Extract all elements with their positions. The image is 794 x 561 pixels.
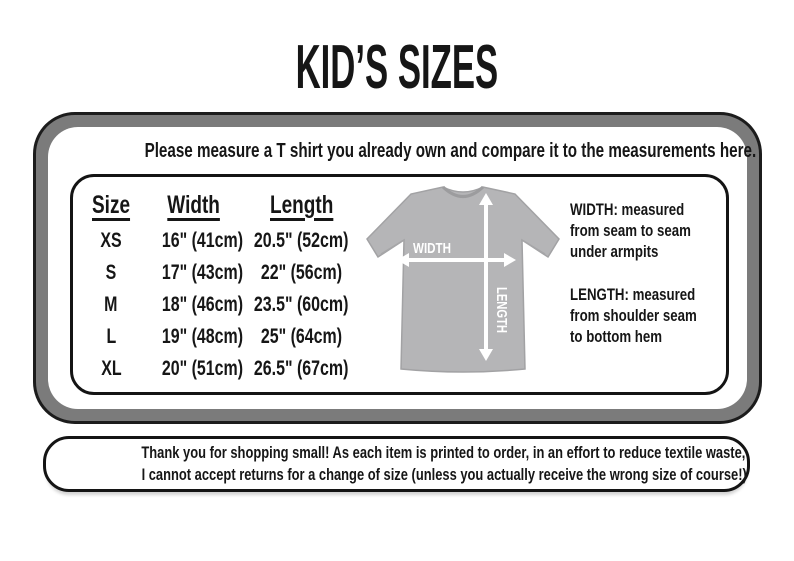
table-row: [73, 289, 365, 321]
tshirt-graphic: [363, 181, 563, 381]
tshirt-shape: [367, 187, 559, 372]
size-cell: M: [104, 293, 118, 316]
header-length: Length: [269, 190, 334, 219]
page-title: KID’S SIZES: [295, 33, 499, 102]
size-table-box: [70, 174, 729, 395]
width-note: WIDTH: measured from seam to seam under armpits: [570, 200, 691, 261]
tshirt-photo: [363, 181, 563, 381]
width-cell: 20" (51cm): [161, 357, 244, 380]
width-cell: 17" (43cm): [161, 261, 244, 284]
returns-policy-line-1: Thank you for shopping small! As each item is printed to order, in an effort to reduce textile waste,: [141, 443, 746, 462]
length-cell: 23.5" (60cm): [254, 293, 349, 316]
table-row: [73, 353, 365, 385]
length-cell: 25" (64cm): [260, 325, 343, 348]
measure-instruction: Please measure a T shirt you already own and compare it to the measurements here.: [144, 140, 757, 162]
table-row: [73, 225, 365, 257]
table-row: [73, 321, 365, 353]
width-arrow-label: WIDTH: [413, 240, 451, 257]
size-cell: XS: [100, 229, 122, 252]
size-table: [73, 187, 365, 385]
width-cell: 16" (41cm): [161, 229, 244, 252]
width-cell: 19" (48cm): [161, 325, 244, 348]
size-chart-frame: [33, 112, 762, 424]
returns-policy-note: [43, 436, 750, 492]
size-cell: S: [105, 261, 117, 284]
length-cell: 26.5" (67cm): [254, 357, 349, 380]
table-header-row: [73, 187, 365, 223]
width-cell: 18" (46cm): [161, 293, 244, 316]
size-chart-panel: [48, 127, 757, 409]
length-note: LENGTH: measured from shoulder seam to bottom hem: [570, 285, 697, 346]
size-cell: XL: [100, 357, 122, 380]
header-size: Size: [91, 190, 131, 219]
header-width: Width: [167, 190, 220, 219]
size-cell: L: [106, 325, 116, 348]
length-cell: 22" (56cm): [260, 261, 343, 284]
table-row: [73, 257, 365, 289]
returns-policy-line-2: I cannot accept returns for a change of size (unless you actually receive the wrong size of course!): [141, 465, 747, 484]
length-arrow-label: LENGTH: [493, 287, 510, 349]
length-cell: 20.5" (52cm): [254, 229, 349, 252]
